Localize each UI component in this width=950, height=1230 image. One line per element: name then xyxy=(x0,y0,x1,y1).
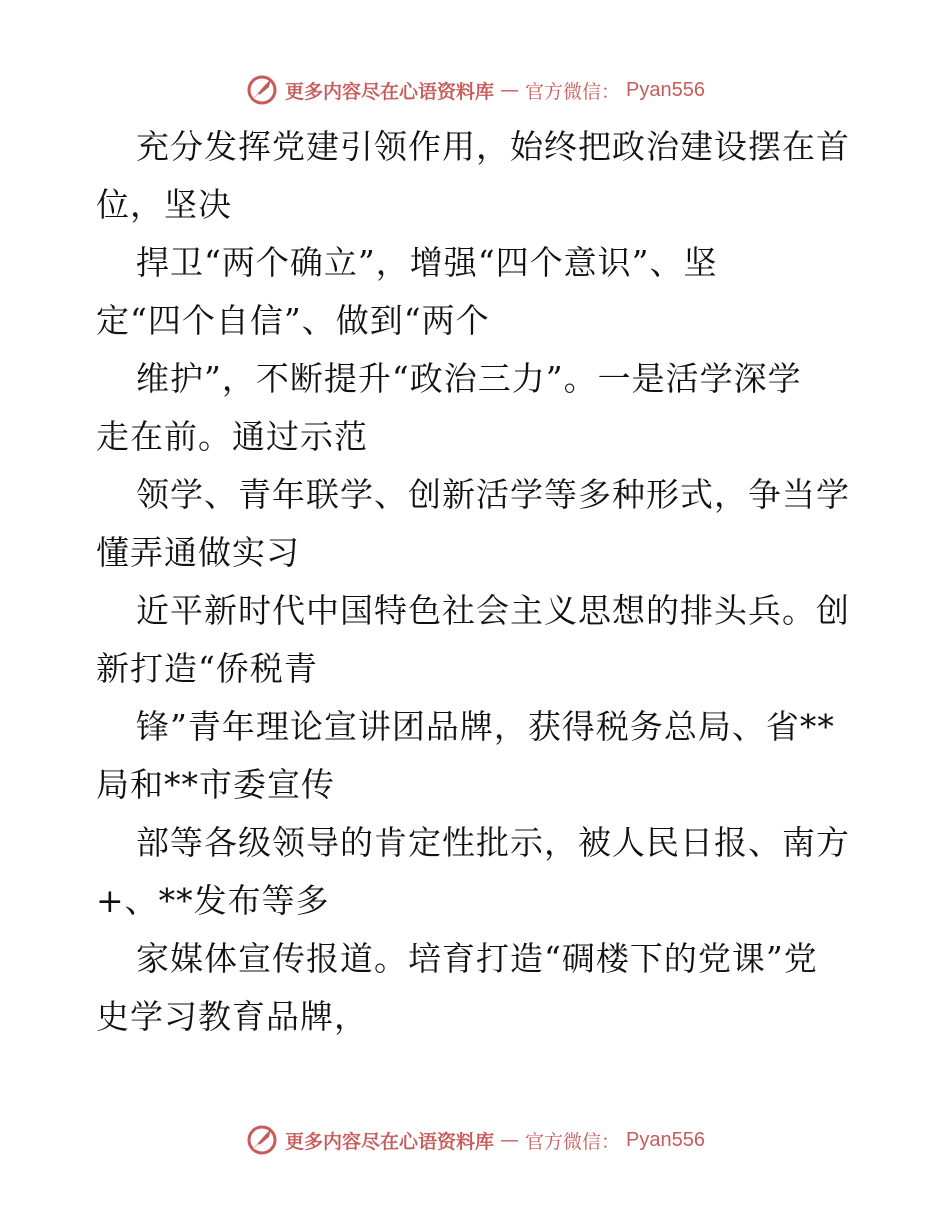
footer-watermark xyxy=(0,1120,950,1160)
body-line: +、**发布等多 xyxy=(96,881,330,920)
header-watermark xyxy=(0,70,950,110)
document-body xyxy=(96,118,856,1046)
body-line: 史学习教育品牌， xyxy=(96,997,368,1036)
body-line: 捍卫“两个确立”，增强“四个意识”、坚 xyxy=(136,243,718,282)
body-line: 定“四个自信”、做到“两个 xyxy=(96,301,490,340)
body-line: 维护”，不断提升“政治三力”。一是活学深学 xyxy=(136,359,802,398)
body-line: 懂弄通做实习 xyxy=(96,533,300,572)
body-line: 充分发挥党建引领作用，始终把政治建设摆在首 xyxy=(136,127,850,166)
quill-logo-icon xyxy=(245,73,279,107)
body-line: 走在前。通过示范 xyxy=(96,417,368,456)
watermark-text: 更多内容尽在心语资料库 xyxy=(285,1130,495,1153)
body-line: 新打造“侨税青 xyxy=(96,649,318,688)
body-line: 近平新时代中国特色社会主义思想的排头兵。创 xyxy=(136,591,850,630)
watermark-separator: — xyxy=(500,1129,520,1151)
watermark-text: 更多内容尽在心语资料库 xyxy=(285,80,495,103)
body-line: 部等各级领导的肯定性批示，被人民日报、南方 xyxy=(136,823,850,862)
body-line: 家媒体宣传报道。培育打造“碉楼下的党课”党 xyxy=(136,939,818,978)
body-line: 局和**市委宣传 xyxy=(96,765,335,804)
watermark-separator: — xyxy=(500,79,520,101)
watermark-wechat-label: 官方微信： xyxy=(525,1130,621,1153)
body-line: 位，坚决 xyxy=(96,185,232,224)
watermark-wechat-id: Pyan556 xyxy=(626,1128,705,1151)
body-line: 领学、青年联学、创新活学等多种形式，争当学 xyxy=(136,475,850,514)
watermark-wechat-label: 官方微信： xyxy=(525,80,621,103)
quill-logo-icon xyxy=(245,1123,279,1157)
watermark-wechat-id: Pyan556 xyxy=(626,78,705,101)
body-line: 锋”青年理论宣讲团品牌，获得税务总局、省** xyxy=(136,707,835,746)
